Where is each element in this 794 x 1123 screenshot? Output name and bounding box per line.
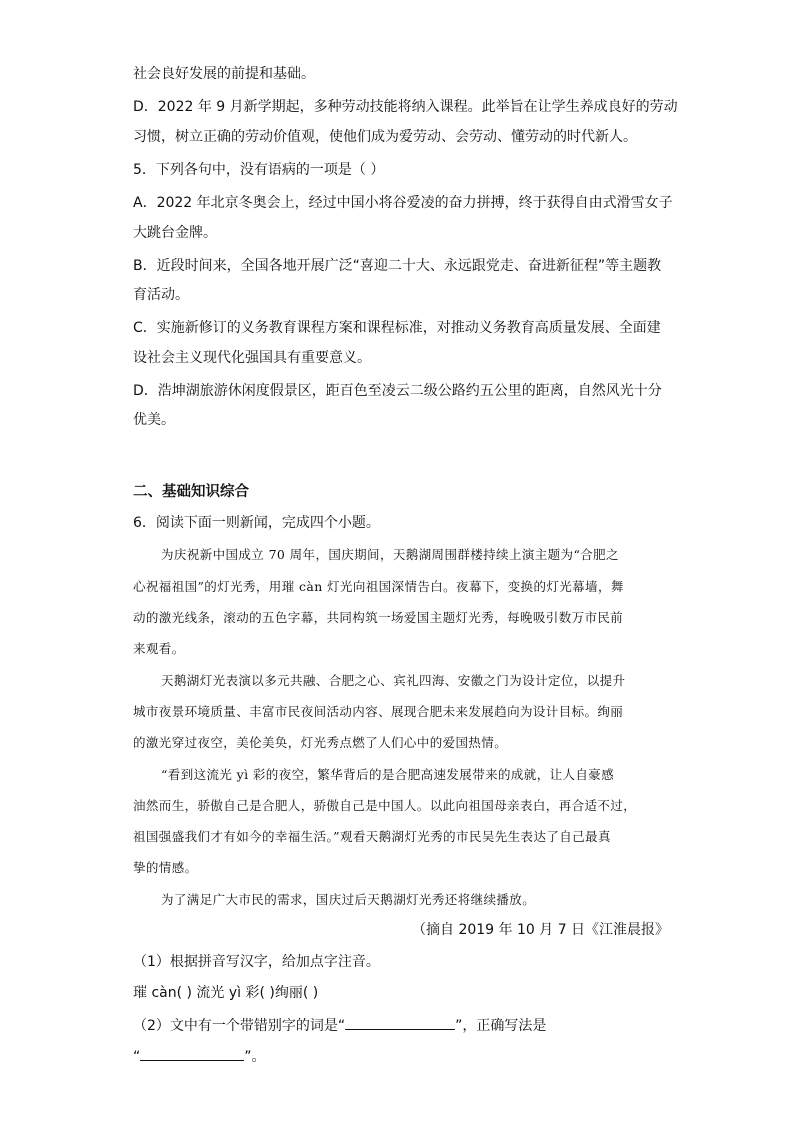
sub-question-1-blanks: 璀 càn( ) 流光 yì 彩( )绚丽( ) bbox=[133, 985, 319, 1001]
news-paragraph-line: 城市夜景环境质量、丰富市民夜间活动内容、展现合肥未来发展趋向为设计目标。绚丽 bbox=[133, 704, 624, 719]
news-paragraph-line: 油然而生，骄傲自己是合肥人，骄傲自己是中国人。以此向祖国母亲表白，再合适不过， bbox=[133, 798, 637, 813]
text-line: 优美。 bbox=[133, 412, 175, 428]
sub-question-2-text: （2）文中有一个带错别字的词是“ bbox=[133, 1018, 346, 1034]
news-paragraph-line: 为了满足广大市民的需求，国庆过后天鹅湖灯光秀还将继续播放。 bbox=[161, 892, 536, 907]
quote-close: ”。 bbox=[244, 1049, 266, 1065]
sub-question-2-text: ”，正确写法是 bbox=[455, 1018, 547, 1034]
section-heading: 二、基础知识综合 bbox=[133, 484, 249, 500]
option-c-line: C．实施新修订的义务教育课程方案和课程标准，对推动义务教育高质量发展、全面建 bbox=[133, 320, 661, 336]
text-line: 大跳台金牌。 bbox=[133, 225, 217, 241]
sub-question-1: （1）根据拼音写汉字，给加点字注音。 bbox=[133, 954, 380, 970]
news-paragraph-line: 挚的情感。 bbox=[133, 860, 198, 875]
news-paragraph-line: 天鹅湖灯光表演以多元共融、合肥之心、宾礼四海、安徽之门为设计定位，以提升 bbox=[161, 673, 626, 688]
text-line: 育活动。 bbox=[133, 287, 189, 303]
sub-question-2 bbox=[133, 1015, 546, 1036]
news-paragraph-line: 来观看。 bbox=[133, 641, 185, 656]
text-line: 设社会主义现代化强国具有重要意义。 bbox=[133, 350, 371, 366]
option-b-line: B．近段时间来，全国各地开展广泛“喜迎二十大、永远跟党走、奋进新征程”等主题教 bbox=[133, 258, 662, 274]
question-5: 5．下列各句中，没有语病的一项是（ ） bbox=[133, 162, 385, 178]
answer-blank[interactable] bbox=[140, 1046, 244, 1061]
option-d-line: D．2022 年 9 月新学期起，多种劳动技能将纳入课程。此举旨在让学生养成良好的劳动 bbox=[133, 99, 678, 115]
news-paragraph-line: 的激光穿过夜空，美伦美奂，灯光秀点燃了人们心中的爱国热情。 bbox=[133, 735, 508, 750]
text-line: 习惯，树立正确的劳动价值观，使他们成为爱劳动、会劳动、懂劳动的时代新人。 bbox=[133, 129, 637, 145]
option-d-line: D．浩坤湖旅游休闲度假景区，距百色至凌云二级公路约五公里的距离，自然风光十分 bbox=[133, 383, 662, 399]
option-a-line: A．2022 年北京冬奥会上，经过中国小将谷爱凌的奋力拼搏，终于获得自由式滑雪女子 bbox=[133, 195, 673, 211]
question-6: 6．阅读下面一则新闻，完成四个小题。 bbox=[133, 515, 380, 531]
news-paragraph-line: 为庆祝新中国成立 70 周年，国庆期间，天鹅湖周围群楼持续上演主题为“合肥之 bbox=[161, 547, 619, 562]
news-paragraph-line: 祖国强盛我们才有如今的幸福生活。”观看天鹅湖灯光秀的市民吴先生表达了自己最真 bbox=[133, 829, 611, 844]
quote-open: “ bbox=[133, 1049, 141, 1065]
news-paragraph-line: “看到这流光 yì 彩的夜空，繁华背后的是合肥高速发展带来的成就，让人自豪感 bbox=[161, 767, 615, 782]
answer-blank[interactable] bbox=[345, 1015, 455, 1030]
news-paragraph-line: 心祝福祖国”的灯光秀，用璀 càn 灯光向祖国深情告白。夜幕下，变换的灯光幕墙，舞 bbox=[133, 579, 624, 594]
text-line: 社会良好发展的前提和基础。 bbox=[133, 66, 315, 82]
sub-question-2-cont bbox=[133, 1046, 266, 1067]
source-citation: （摘自 2019 年 10 月 7 日《江淮晨报》 bbox=[412, 922, 670, 938]
news-paragraph-line: 动的激光线条，滚动的五色字幕，共同构筑一场爱国主题灯光秀，每晚吸引数万市民前 bbox=[133, 610, 624, 625]
